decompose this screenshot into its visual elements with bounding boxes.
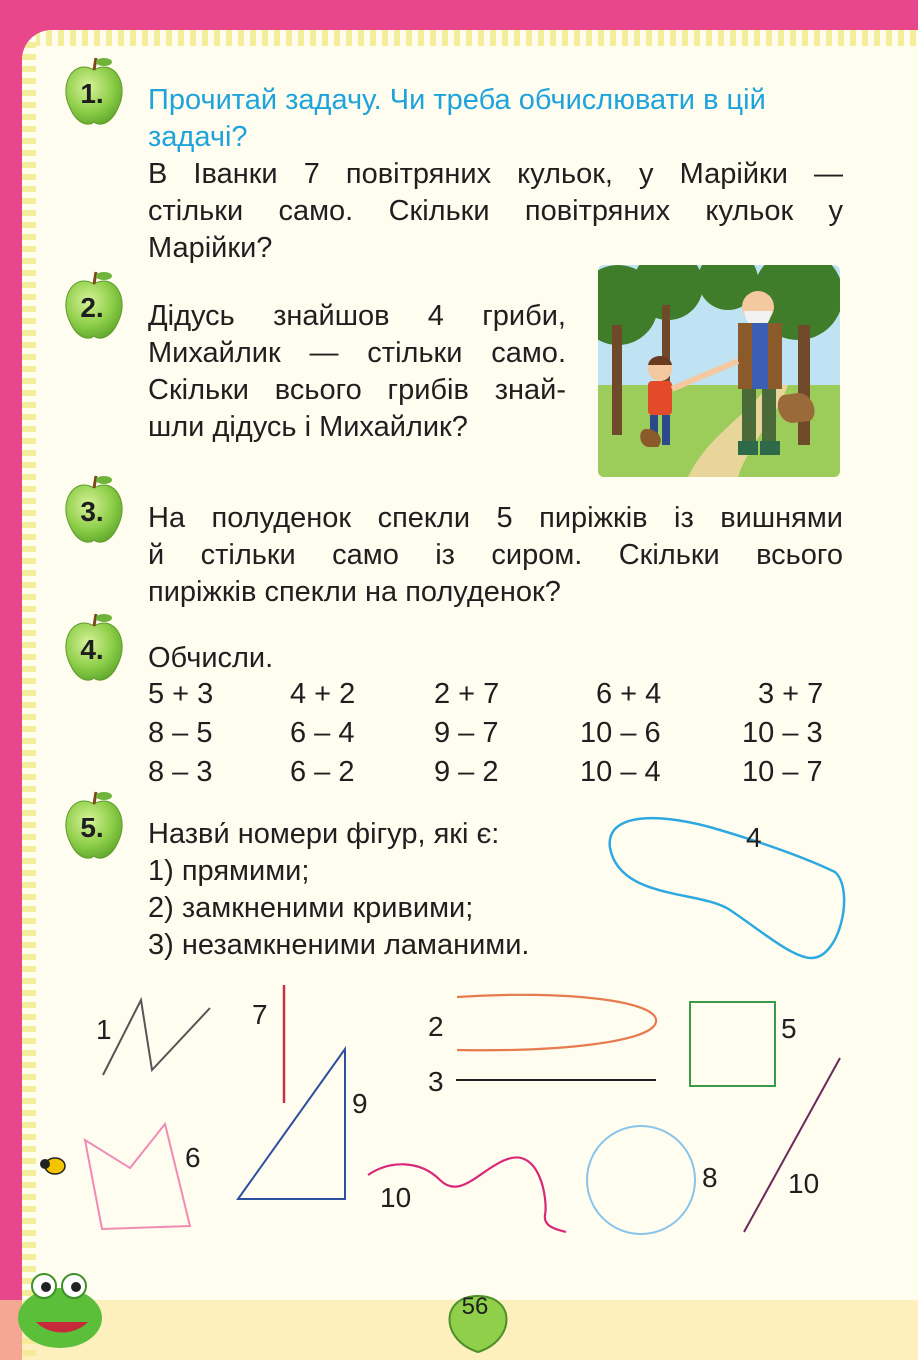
figure-2-open-curve — [457, 995, 656, 1050]
expression: 2 + 7 — [434, 678, 500, 710]
expression: 4 + 2 — [290, 678, 356, 710]
figure-2-label: 2 — [428, 1011, 444, 1042]
figure-1-label: 1 — [96, 1014, 112, 1045]
expression: 10 – 6 — [580, 717, 661, 749]
expression: 10 – 3 — [742, 717, 823, 749]
frog-icon — [18, 1274, 102, 1348]
figure-10-line-label: 10 — [788, 1168, 820, 1199]
task-1-body-line: стільки само. Скільки повітряних кульок у — [148, 195, 843, 227]
task-2-body-line: Михайлик — стільки само. — [148, 337, 566, 369]
figure-10-wavy-label: 10 — [380, 1182, 412, 1213]
task-1-body-line: В Іванки 7 повітряних кульок, у Марійки — — [148, 158, 843, 190]
expression: 8 – 3 — [148, 756, 213, 788]
figure-8-label: 8 — [702, 1162, 718, 1193]
figure-3-label: 3 — [428, 1066, 444, 1097]
task-5-line: Назви́ номери фігур, які є: — [148, 818, 500, 850]
expression: 6 + 4 — [596, 678, 662, 710]
expression: 6 – 4 — [290, 717, 355, 749]
task-1-question-line: задачі? — [148, 121, 248, 153]
task-3-body-line: пиріжків спекли на полуденок? — [148, 576, 561, 608]
task-1-question-line: Прочитай задачу. Чи треба обчислювати в цій — [148, 84, 766, 116]
figure-5-square — [690, 1002, 775, 1086]
figure-4-closed-curve — [610, 818, 844, 958]
figure-6-polygon — [85, 1124, 190, 1229]
figure-4-label: 4 — [746, 822, 762, 853]
task-2-body-line: Скільки всього грибів знай- — [148, 374, 566, 406]
task-1-body-line: Марійки? — [148, 232, 273, 264]
expression: 9 – 2 — [434, 756, 499, 788]
task-5-line: 2) замкненими кривими; — [148, 892, 474, 924]
expression: 3 + 7 — [758, 678, 824, 710]
task-2-body-line: шли дідусь і Михайлик? — [148, 411, 468, 443]
figure-10-diagonal-line — [744, 1058, 840, 1232]
figure-5-label: 5 — [781, 1013, 797, 1044]
task-4-instruction: Обчисли. — [148, 642, 274, 674]
expression: 6 – 2 — [290, 756, 355, 788]
task-3-body-line: На полуденок спекли 5 пиріжків із вишнями — [148, 502, 843, 534]
expression: 8 – 5 — [148, 717, 213, 749]
task-number: 2. — [80, 292, 104, 323]
task-3-body-line: й стільки само із сиром. Скільки всього — [148, 539, 843, 571]
task-2-body-line: Дідусь знайшов 4 гриби, — [148, 300, 566, 332]
expression: 10 – 7 — [742, 756, 823, 788]
task-number: 4. — [80, 634, 104, 665]
expression: 10 – 4 — [580, 756, 661, 788]
task-number: 5. — [80, 812, 104, 843]
expression: 5 + 3 — [148, 678, 214, 710]
task-number: 3. — [80, 496, 104, 527]
figure-7-label: 7 — [252, 999, 268, 1030]
figure-9-triangle — [238, 1049, 345, 1199]
task-5-line: 3) незамкненими ламаними. — [148, 929, 530, 961]
expression: 9 – 7 — [434, 717, 499, 749]
page-number: 56 — [461, 1293, 489, 1320]
task-number: 1. — [80, 78, 104, 109]
bee-icon — [40, 1158, 65, 1174]
figure-8-circle — [587, 1126, 695, 1234]
figure-6-label: 6 — [185, 1142, 201, 1173]
task-5-line: 1) прямими; — [148, 855, 310, 887]
figure-1-open-polyline — [103, 1000, 210, 1075]
figure-9-label: 9 — [352, 1088, 368, 1119]
